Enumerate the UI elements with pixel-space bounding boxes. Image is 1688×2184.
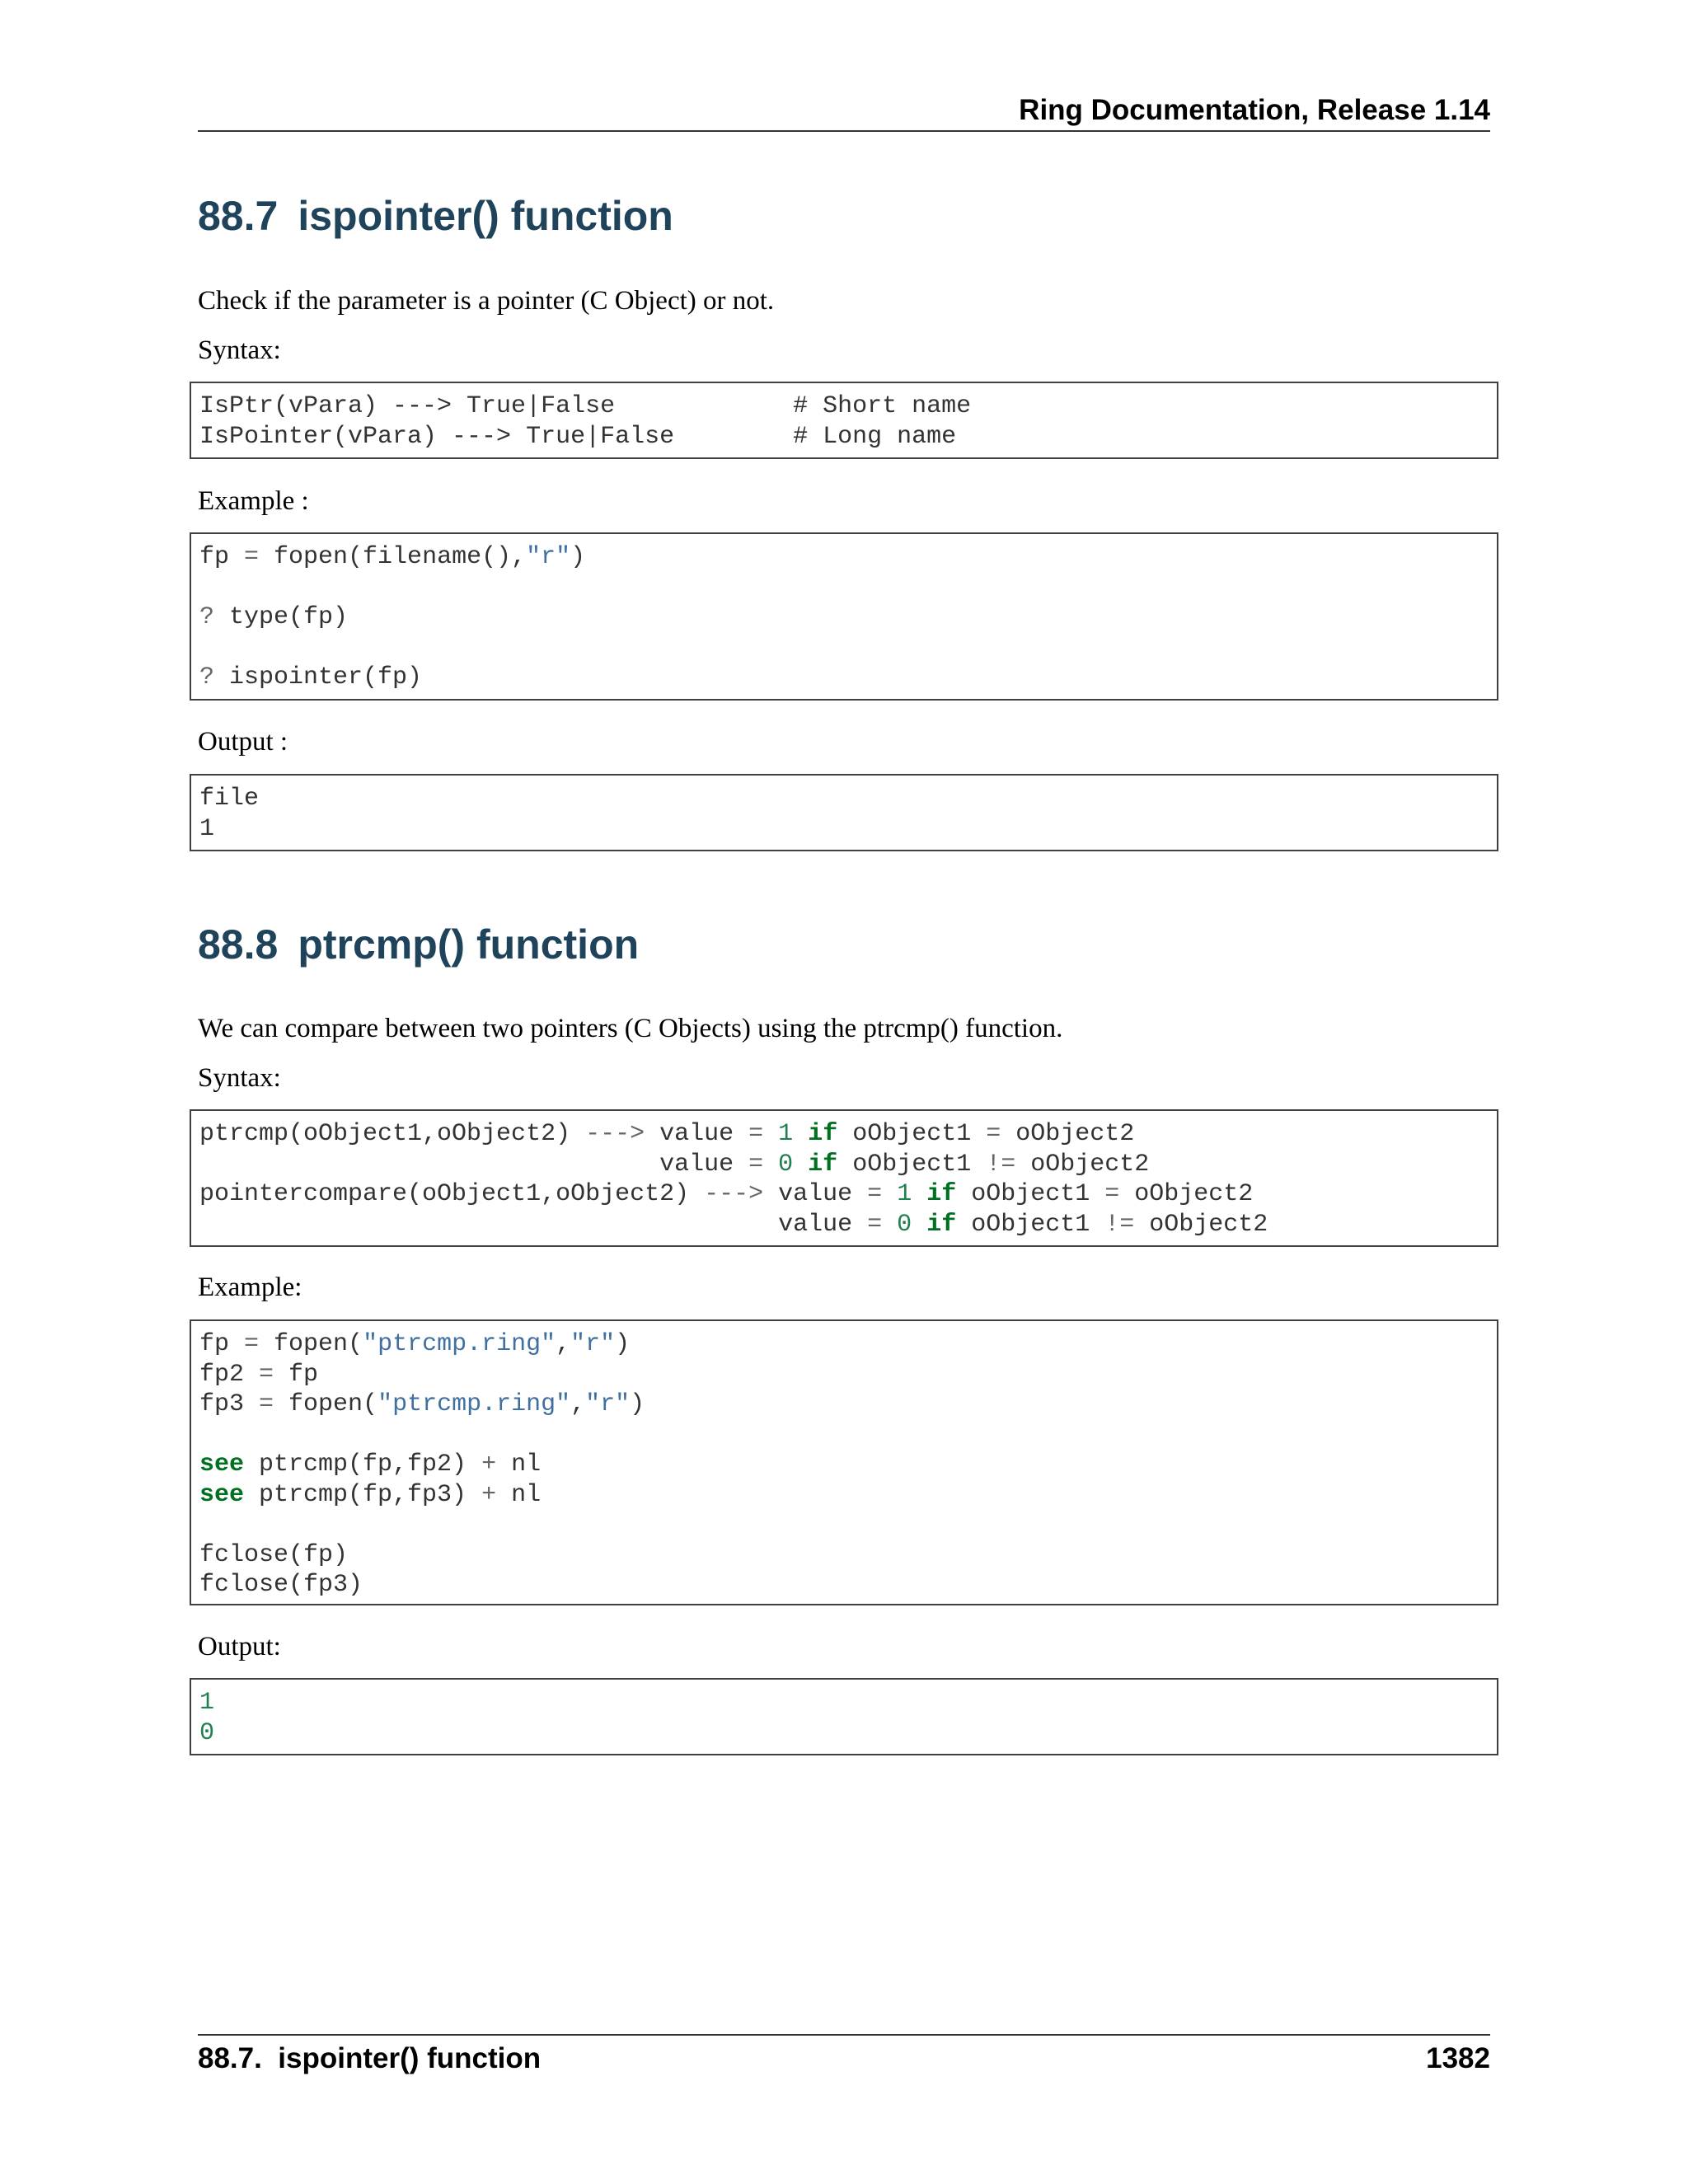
section-heading-88-8: [198, 920, 639, 969]
section-number: 88.7: [198, 193, 279, 239]
code-text: IsPtr(vPara) ---> True|False # Short name IsPointer(vPara) ---> True|False # Long name: [199, 392, 972, 451]
running-header: Ring Documentation, Release 1.14: [1019, 94, 1490, 126]
section-number: 88.8: [198, 921, 279, 968]
example-label: Example:: [198, 1272, 302, 1302]
output-code-block: [190, 774, 1498, 851]
code-text: 1 0: [199, 1689, 215, 1747]
syntax-code-block: [190, 382, 1498, 459]
code-text: ptrcmp(oObject1,oObject2) ---> value = 1 if oObject1 = oObject2 value = 0 if oObject1 != oObject2 pointercompare(oObject1,oObject2) ---> value = 1 if oObject1 = oObject2 value = 0 if oObject1 != oObject2: [199, 1120, 1268, 1239]
section-description: Check if the parameter is a pointer (C Object) or not.: [198, 286, 775, 316]
example-code-block: [190, 532, 1498, 701]
code-text: file 1: [199, 785, 260, 843]
section-title: ptrcmp() function: [298, 921, 640, 968]
syntax-label: Syntax:: [198, 335, 281, 365]
output-label: Output:: [198, 1632, 281, 1661]
footer-rule: [198, 2034, 1490, 2036]
code-text: fp = fopen(filename(),"r") ? type(fp) ? ispointer(fp): [199, 543, 586, 691]
code-text: fp = fopen("ptrcmp.ring","r") fp2 = fp fp3 = fopen("ptrcmp.ring","r") see ptrcmp(fp,fp2) + nl see ptrcmp(fp,fp3) + nl fclose(fp) fclose(fp3): [199, 1330, 645, 1599]
syntax-label: Syntax:: [198, 1063, 281, 1093]
page-number: 1382: [1426, 2042, 1490, 2074]
section-title: ispointer() function: [298, 193, 673, 239]
footer-section: 88.7. ispointer() function: [198, 2042, 542, 2074]
example-label: Example :: [198, 486, 309, 516]
output-label: Output :: [198, 727, 288, 757]
section-description: We can compare between two pointers (C Objects) using the ptrcmp() function.: [198, 1014, 1063, 1043]
output-code-block: [190, 1678, 1498, 1755]
syntax-code-block: [190, 1109, 1498, 1247]
header-rule: [198, 130, 1490, 132]
section-heading-88-7: [198, 191, 673, 241]
example-code-block: [190, 1319, 1498, 1605]
